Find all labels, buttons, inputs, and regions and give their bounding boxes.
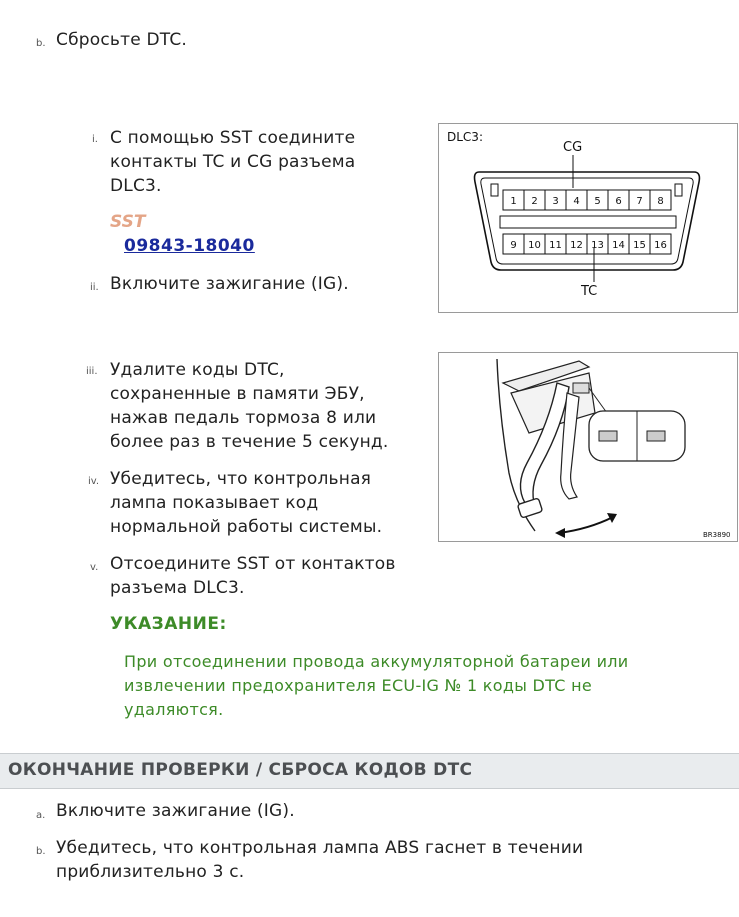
stop-lamp-switch: [573, 383, 589, 393]
step-marker-iv: iv.: [88, 476, 100, 487]
pin-number: 5: [594, 196, 601, 207]
hint-line: удаляются.: [124, 700, 224, 719]
pin-number: 16: [654, 240, 667, 251]
pin-number: 1: [510, 196, 517, 207]
dlc3-connector-figure: [438, 123, 738, 313]
step-ii-text: Включите зажигание (IG).: [110, 274, 349, 294]
connector-center-rib: [500, 216, 676, 228]
connector-outline: [475, 172, 700, 270]
switch-detail-left: [599, 431, 617, 441]
pin-number: 8: [657, 196, 664, 207]
hint-title: УКАЗАНИЕ:: [110, 614, 227, 634]
tc-label: TC: [581, 284, 598, 299]
step-a-text: Включите зажигание (IG).: [56, 801, 295, 821]
step-marker-v: v.: [90, 562, 99, 573]
step-i-line: DLC3.: [110, 176, 162, 196]
step-marker-a: a.: [36, 810, 46, 821]
step-iv-line: лампа показывает код: [110, 493, 319, 513]
dlc3-label: DLC3:: [447, 130, 483, 144]
pin-number: 13: [591, 240, 604, 251]
pin-number: 10: [528, 240, 541, 251]
press-arrow-curve: [559, 517, 613, 533]
step-iv-line: Убедитесь, что контрольная: [110, 469, 372, 489]
step-b2-text: [56, 836, 583, 884]
pin-number: 2: [531, 196, 538, 207]
step-v-line: разъема DLC3.: [110, 578, 245, 598]
pin-number: 7: [636, 196, 643, 207]
step-i-line: С помощью SST соедините: [110, 128, 356, 148]
step-b2-line: Убедитесь, что контрольная лампа ABS гаснет в течении: [56, 838, 584, 858]
hint-line: При отсоединении провода аккумуляторной батареи или: [124, 652, 629, 671]
step-i-line: контакты TC и CG разъема: [110, 152, 356, 172]
bottom-pin-row: [503, 234, 671, 254]
step-marker-ii: ii.: [90, 282, 99, 293]
sst-code-link[interactable]: 09843-18040: [124, 236, 255, 256]
press-arrow-head-left: [555, 528, 565, 538]
step-b-text: Сбросьте DTC.: [56, 30, 188, 50]
step-iv-text: [110, 467, 382, 539]
step-iii-line: Удалите коды DTC,: [110, 360, 285, 380]
switch-detail-right: [647, 431, 665, 441]
dlc3-connector-diagram: [439, 124, 737, 312]
brake-pedal-pad: [517, 498, 542, 518]
step-b2-line: приблизительно 3 с.: [56, 862, 245, 882]
step-marker-iii: iii.: [86, 366, 98, 377]
step-marker-b2: b.: [36, 846, 46, 857]
pin-number: 12: [570, 240, 583, 251]
brake-pedal-illustration: [439, 353, 737, 541]
pin-number: 3: [552, 196, 559, 207]
hint-line: извлечении предохранителя ECU-IG № 1 коды DTC не: [124, 676, 593, 695]
connector-latch-right: [675, 184, 682, 196]
step-iii-line: нажав педаль тормоза 8 или: [110, 408, 377, 428]
pin-number: 11: [549, 240, 562, 251]
step-marker-i: i.: [92, 134, 98, 145]
step-iv-line: нормальной работы системы.: [110, 517, 383, 537]
cg-label: CG: [563, 140, 583, 155]
section-title: ОКОНЧАНИЕ ПРОВЕРКИ / СБРОСА КОДОВ DTC: [8, 760, 473, 780]
step-marker-b: b.: [36, 38, 46, 49]
top-pin-row: [503, 190, 671, 210]
pin-number: 9: [510, 240, 517, 251]
pin-number: 6: [615, 196, 622, 207]
figure-code: BR3890: [703, 531, 731, 539]
connector-latch-left: [491, 184, 498, 196]
step-iii-text: [110, 358, 388, 454]
sst-label: SST: [110, 212, 146, 232]
step-i-text: [110, 126, 355, 198]
pin-number: 4: [573, 196, 580, 207]
hint-text: [124, 650, 629, 722]
pin-number: 15: [633, 240, 646, 251]
step-iii-line: сохраненные в памяти ЭБУ,: [110, 384, 365, 404]
brake-pedal-figure: [438, 352, 738, 542]
pin-number: 14: [612, 240, 625, 251]
step-iii-line: более раз в течение 5 секунд.: [110, 432, 389, 452]
press-arrow-head-right: [607, 513, 617, 523]
step-v-text: [110, 552, 396, 600]
step-v-line: Отсоедините SST от контактов: [110, 554, 396, 574]
